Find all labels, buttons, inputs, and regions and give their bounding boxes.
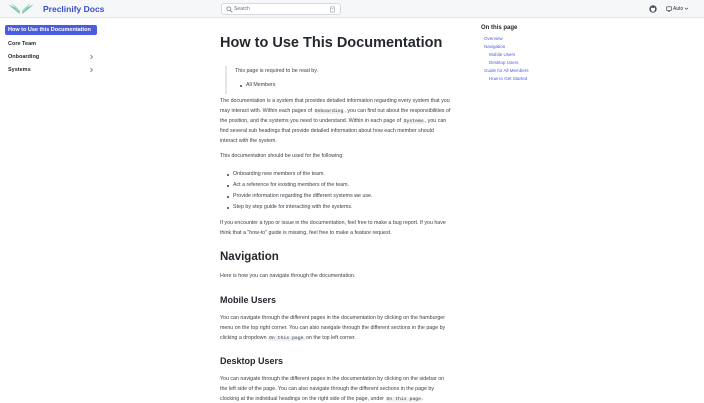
bullet-icon	[227, 185, 229, 187]
inline-code: On this page	[269, 336, 304, 341]
list-item: Act a reference for existing members of the team.	[233, 182, 349, 188]
chevron-down-icon	[684, 6, 689, 11]
theme-label: Auto	[673, 6, 684, 12]
desktop-line: the left side of the page. You can also navigate through the different sections in the page by	[220, 386, 434, 392]
typo-line: If you encounter a typo or issue in the documentation, feel free to make a bug report. If you have	[220, 220, 446, 226]
required-reading-callout	[225, 66, 465, 94]
sidebar-item-core-team[interactable]	[5, 39, 97, 49]
sidebar-item-how-to-use[interactable]	[5, 25, 97, 35]
bullet-icon	[227, 196, 229, 198]
toc-link-navigation[interactable]: Navigation	[484, 44, 506, 49]
heading-navigation: Navigation	[220, 251, 279, 263]
desktop-line: clocking at the individual headings on the right side of the page, under On this page.	[220, 396, 424, 402]
toc-link-desktop-users[interactable]: Desktop Users	[489, 60, 519, 65]
top-bar	[0, 0, 704, 18]
toc-link-mobile-users[interactable]: Mobile Users	[489, 52, 516, 57]
desktop-line: You can navigate through the different pages in the documentation by clicking on the sidebar on	[220, 376, 445, 382]
list-item: Provide information regarding the different systems we use.	[233, 193, 373, 199]
callout-item: All Members	[246, 82, 276, 88]
theme-toggle-icon	[666, 6, 672, 12]
brand-name[interactable]: Preclinify Docs	[43, 4, 105, 14]
intro-line: find several sub headings that provide detailed information about how each member should	[220, 128, 434, 134]
bullet-icon	[227, 207, 229, 209]
github-icon[interactable]	[649, 5, 657, 13]
sidebar-item-label: How to Use this Documentation	[8, 27, 91, 33]
heading-desktop-users: Desktop Users	[220, 356, 284, 366]
bullet-icon	[227, 174, 229, 176]
callout-text: This page is required to be read by.	[235, 68, 318, 74]
navigation-text: Here is how you can navigate through the documentation.	[220, 273, 356, 279]
sidebar-item-onboarding[interactable]	[5, 52, 97, 62]
sidebar-item-label: Systems	[8, 67, 31, 73]
sidebar-item-label: Core Team	[8, 41, 37, 47]
keyboard-shortcut-icon	[329, 6, 336, 13]
toc-title: On this page	[481, 25, 518, 31]
typo-line: think that a "how-to" guide is missing, feel free to make a feature request.	[220, 230, 392, 236]
bullet-icon	[240, 85, 242, 87]
search-icon	[226, 6, 233, 13]
chevron-right-icon	[89, 54, 94, 60]
main-content	[220, 19, 465, 403]
list-item: Step by step guide for interacting with the systems.	[233, 204, 353, 210]
wings-logo-icon[interactable]	[7, 2, 35, 16]
sidebar	[0, 19, 100, 403]
mobile-line: clicking a dropdown On this page on the top left corner.	[220, 335, 356, 341]
toc-link-how-to-get-started[interactable]: How to Get Started	[489, 76, 528, 81]
chevron-right-icon	[89, 67, 94, 73]
on-this-page-toc	[481, 19, 601, 109]
mobile-line: menu on the top right corner. You can also navigate through the different sections in the page by	[220, 325, 446, 331]
theme-selector[interactable]	[666, 4, 688, 14]
inline-code: On this page	[386, 397, 422, 402]
intro-line: interact with the system.	[220, 138, 277, 144]
page-title: How to Use This Documentation	[220, 35, 443, 51]
intro-line: may interact with. Within each pages of Onboarding, you can find out about the responsibilities of	[220, 108, 451, 114]
sidebar-item-label: Onboarding	[8, 54, 40, 60]
inline-code: Onboarding	[314, 109, 344, 114]
sidebar-item-systems[interactable]	[5, 65, 97, 75]
uses-intro: This documentation should be used for the following:	[220, 153, 344, 159]
intro-line: the position, and the systems you need to understand. Within in each page of Systems, you can	[220, 118, 447, 124]
search-box[interactable]	[221, 3, 341, 15]
search-placeholder: Search	[234, 6, 250, 12]
toc-link-guide-for-all-members[interactable]: Guide for All Members	[484, 68, 529, 73]
heading-mobile-users: Mobile Users	[220, 295, 277, 305]
toc-link-overview[interactable]: Overview	[484, 36, 503, 41]
inline-code: Systems	[403, 119, 424, 124]
mobile-line: You can navigate through the different pages in the documentation by clicking on the hamburger	[220, 315, 445, 321]
intro-line: The documentation is a system that provides detailed information regarding every system that you	[220, 98, 450, 104]
list-item: Onboarding new members of the team.	[233, 171, 325, 177]
